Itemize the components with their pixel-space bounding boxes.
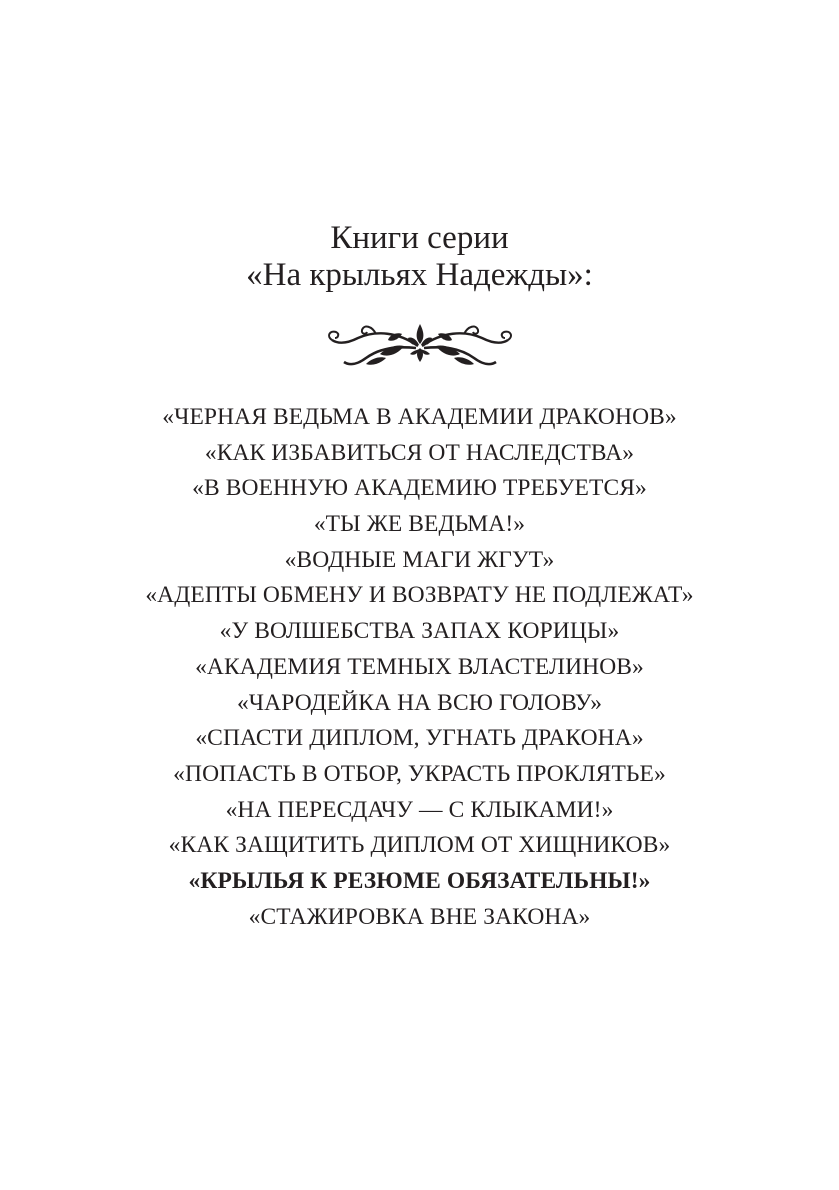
book-title: «КАК ИЗБАВИТЬСЯ ОТ НАСЛЕДСТВА» xyxy=(204,439,635,466)
book-title: «ПОПАСТЬ В ОТБОР, УКРАСТЬ ПРОКЛЯТЬЕ» xyxy=(173,760,666,787)
book-title: «ЧАРОДЕЙКА НА ВСЮ ГОЛОВУ» xyxy=(236,689,603,716)
book-title: «ЧЕРНАЯ ВЕДЬМА В АКАДЕМИИ ДРАКОНОВ» xyxy=(162,404,677,430)
series-heading-line2: «На крыльях Надежды»: xyxy=(246,257,593,293)
series-heading-line1: Книги серии xyxy=(330,220,509,256)
book-title: «ТЫ ЖЕ ВЕДЬМА!» xyxy=(313,511,526,538)
book-title: «АДЕПТЫ ОБМЕНУ И ВОЗВРАТУ НЕ ПОДЛЕЖАТ» xyxy=(145,582,694,609)
floral-ornament-icon xyxy=(318,318,522,378)
book-title: «АКАДЕМИЯ ТЕМНЫХ ВЛАСТЕЛИНОВ» xyxy=(195,653,644,680)
book-title: «ВОДНЫЕ МАГИ ЖГУТ» xyxy=(284,546,555,573)
book-list xyxy=(0,400,839,935)
series-heading xyxy=(0,220,839,294)
book-title: «СПАСТИ ДИПЛОМ, УГНАТЬ ДРАКОНА» xyxy=(195,725,644,752)
book-title: «НА ПЕРЕСДАЧУ — С КЛЫКАМИ!» xyxy=(225,796,614,823)
book-title: «В ВОЕННУЮ АКАДЕМИЮ ТРЕБУЕТСЯ» xyxy=(192,475,647,502)
book-title: «КАК ЗАЩИТИТЬ ДИПЛОМ ОТ ХИЩНИКОВ» xyxy=(168,832,671,859)
book-title: «У ВОЛШЕБСТВА ЗАПАХ КОРИЦЫ» xyxy=(219,618,620,645)
book-title-current: «КРЫЛЬЯ К РЕЗЮМЕ ОБЯЗАТЕЛЬНЫ!» xyxy=(188,867,651,894)
book-title: «СТАЖИРОВКА ВНЕ ЗАКОНА» xyxy=(248,903,591,930)
